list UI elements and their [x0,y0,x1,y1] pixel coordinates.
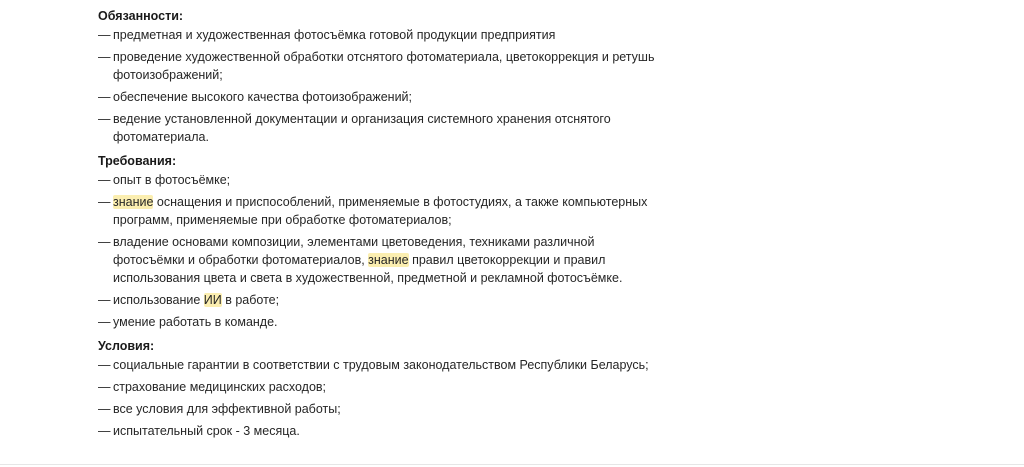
list-item-text: проведение художественной обработки отснятого фотоматериала, цветокоррекция и ретушь фотоизображений; [113,50,655,82]
list-item [98,422,658,440]
list-item [98,233,658,287]
list-item-text: все условия для эффективной работы; [113,402,341,416]
divider [0,464,1024,465]
bullet-dash: — [98,28,111,42]
list-item [98,291,658,309]
list-item-text-post: правил цветокоррекции и правил использования цвета и света в художественной, предметной и рекламной фотосъёмке. [113,253,623,285]
list-item [98,110,658,146]
bullet-dash: — [98,235,111,249]
list-item [98,48,658,84]
section-heading: Условия: [98,339,155,353]
list-item-text-post: в работе; [221,293,280,307]
list-item [98,313,658,331]
list-item-text: социальные гарантии в соответствии с трудовым законодательством Республики Беларусь; [113,358,649,372]
section-heading: Обязанности: [98,9,184,23]
bullet-dash: — [98,90,111,104]
section-heading: Требования: [98,154,177,168]
bullet-dash: — [98,293,111,307]
list-item-text: умение работать в команде. [113,315,278,329]
search-highlight: ИИ [203,293,222,307]
bullet-dash: — [98,424,111,438]
list-item-text-post: оснащения и приспособлений, применяемые в фотостудиях, а также компьютерных программ, применяемые при обработке фотоматериалов; [113,195,648,227]
search-highlight: знание [113,195,154,209]
bullet-dash: — [98,173,111,187]
bullet-dash: — [98,195,111,209]
list-item-text: предметная и художественная фотосъёмка готовой продукции предприятия [113,28,556,42]
section-duties [98,8,658,146]
bullet-dash: — [98,402,111,416]
list-item [98,378,658,396]
bullet-dash: — [98,50,111,64]
list-item-text-pre: владение основами композиции, элементами цветоведения, техниками различной фотосъёмки и обработки фотоматериалов, [113,235,595,267]
section-requirements [98,153,658,331]
search-highlight: знание [368,253,409,267]
list-item-text-pre: использование [113,293,204,307]
bullet-dash: — [98,112,111,126]
list-item-text: страхование медицинских расходов; [113,380,327,394]
list-item [98,400,658,418]
job-description [98,8,658,444]
bullet-dash: — [98,315,111,329]
list-item-text: ведение установленной документации и организация системного хранения отснятого фотоматериала. [113,112,611,144]
list-item-text: опыт в фотосъёмке; [113,173,231,187]
list-item [98,171,658,189]
list-item-text: обеспечение высокого качества фотоизображений; [113,90,413,104]
list-item [98,26,658,44]
list-item-text: испытательный срок - 3 месяца. [113,424,300,438]
bullet-dash: — [98,380,111,394]
list-item [98,88,658,106]
bullet-dash: — [98,358,111,372]
section-conditions [98,338,658,440]
list-item [98,193,658,229]
list-item [98,356,658,374]
